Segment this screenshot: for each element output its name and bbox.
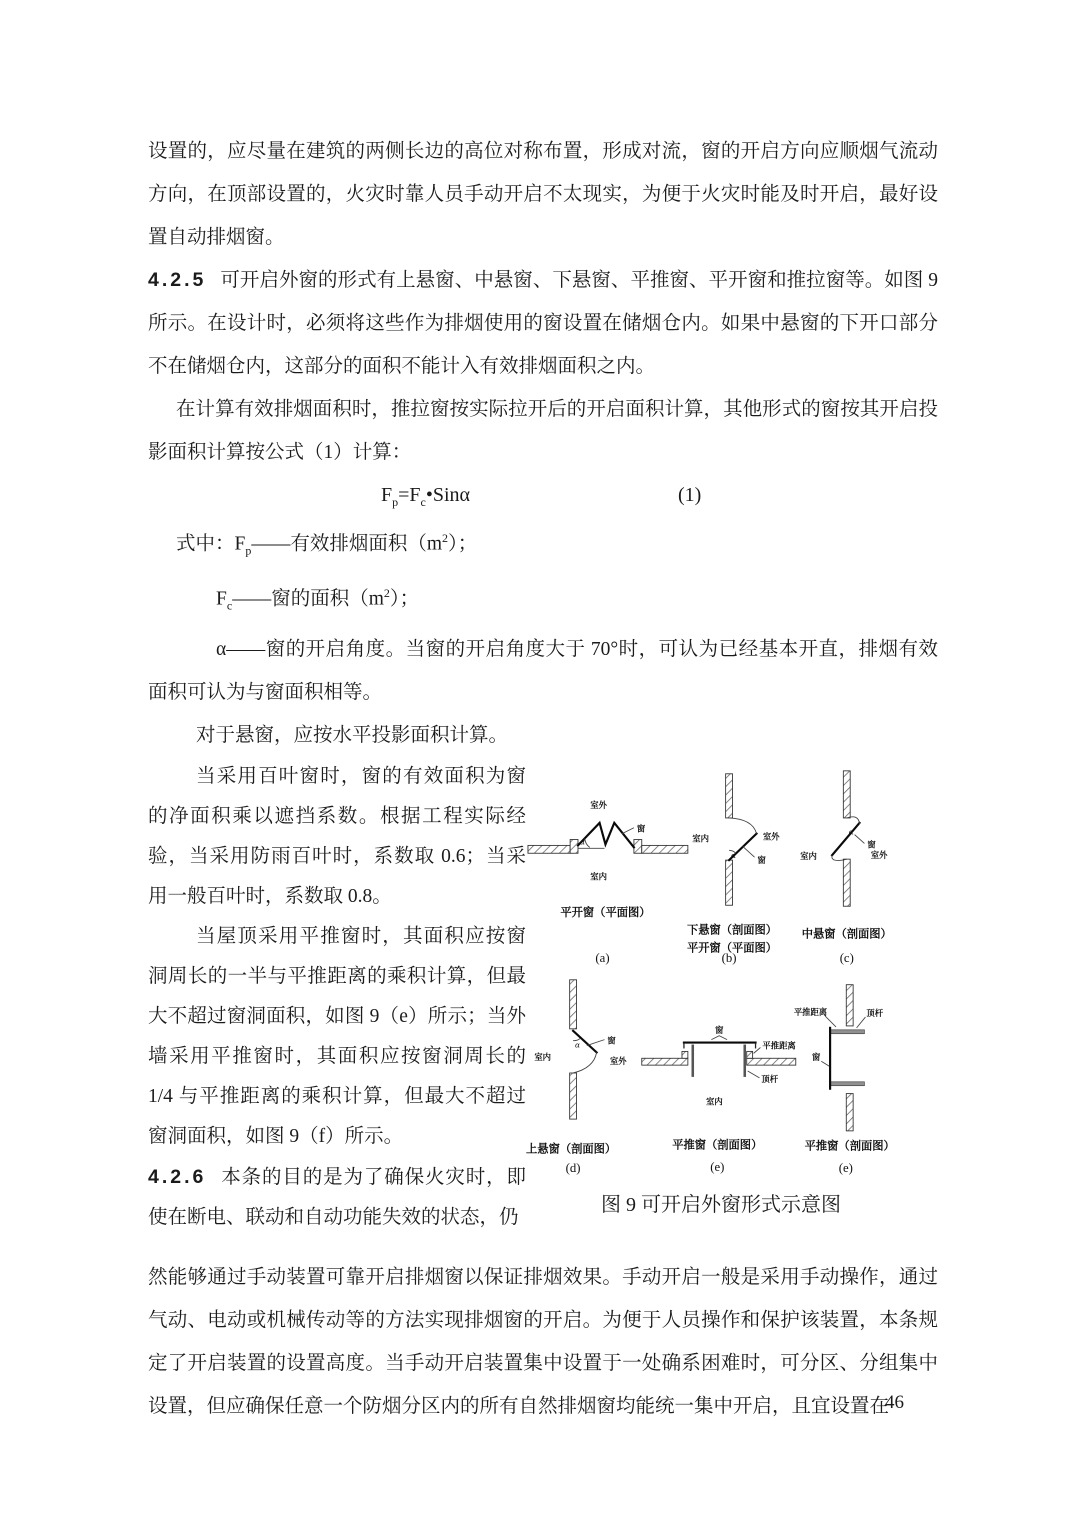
formula-sub-p: p [392, 495, 399, 509]
alpha-label: α [731, 850, 736, 860]
where-mid: ——有效排烟面积（m [251, 533, 443, 555]
subfigure-caption: 上悬窗（剖面图） [526, 1143, 617, 1156]
subfigure-label: (b) [721, 950, 737, 965]
paragraph-calculation: 在计算有效排烟面积时，推拉窗按实际拉开后的开启面积计算，其他形式的窗按其开启投影面积计算按公式（1）计算： [148, 399, 938, 463]
push-distance-label: 平推距离 [762, 1040, 796, 1051]
subfigure-caption: 平开窗（平面图） [560, 906, 651, 919]
window-label: 窗 [811, 1052, 821, 1063]
subfigure-label: (e) [838, 1160, 853, 1175]
inside-label: 室内 [692, 833, 709, 844]
where-pre: 式中：F [176, 533, 246, 555]
outside-label: 室外 [870, 849, 888, 860]
formula-f: F [381, 484, 393, 506]
inside-label: 室内 [800, 850, 817, 861]
formula-eq-f: =F [398, 484, 421, 506]
formula-sub-c: c [420, 495, 426, 509]
paragraph-continuation: 设置的，应尽量在建筑的两侧长边的高位对称布置，形成对流，窗的开启方向应顺烟气流动方向，在顶部设置的，火灾时靠人员手动开启不太现实，为便于火灾时能及时开启，最好设置自动排烟窗。 [148, 141, 938, 248]
window-label: 窗 [715, 1024, 724, 1035]
subfigure-caption: 中悬窗（剖面图） [801, 928, 892, 941]
equation-number: (1) [678, 484, 702, 506]
subfigure-caption: 平推窗（剖面图） [672, 1139, 763, 1152]
where-end: ）； [389, 588, 420, 610]
outside-label: 室外 [609, 1055, 627, 1066]
subfigure-label: (d) [565, 1160, 581, 1175]
window-label: 窗 [607, 1035, 616, 1046]
left-text-column [148, 757, 526, 1238]
formula-fp-fc-sina [381, 474, 470, 524]
subfigure-caption: 平推窗（剖面图） [804, 1140, 895, 1153]
diagram-b-bottom-hung-section [687, 774, 780, 965]
outside-label: 室外 [762, 831, 780, 842]
diagram-c-center-pivot-section [800, 771, 892, 965]
inside-label: 室内 [534, 1052, 552, 1063]
where-end: ）； [448, 533, 478, 555]
paragraph-bottom: 然能够通过手动装置可靠开启排烟窗以保证排烟效果。手动开启一般是采用手动操作，通过气动、电动或机械传动等的方法实现排烟窗的开启。为便于人员操作和保护该装置，本条规定了开启装置的设置高度。当手动开启装置集中设置于一处确系困难时，可分区、分组集中设置，但应确保任意一个防烟分区内的所有自然排烟窗均能统一集中开启，且宜设置在 [148, 1266, 938, 1417]
where-pre: F [216, 588, 227, 610]
subfigure-caption: 平开窗（平面图） [686, 942, 778, 955]
paragraph-push-window: 当屋顶采用平推窗时，其面积应按窗洞周长的一半与平推距离的乘积计算，但最大不超过窗洞面积，如图 9（e）所示；当外墙采用平推窗时，其面积应按窗洞周长的 1/4 与平推距离的乘积计算，但最大不超过窗洞面积，如图 9（f）所示。 [148, 925, 526, 1147]
where-sub: c [226, 598, 233, 613]
where-line-fp [148, 517, 938, 572]
window-label: 窗 [636, 823, 646, 834]
where-line-alpha: α——窗的开启角度。当窗的开启角度大于 70°时，可认为已经基本开直，排烟有效面积可认为与窗面积相等。 [148, 638, 938, 703]
window-label: 窗 [757, 854, 766, 865]
figure-caption: 图 9 可开启外窗形式示意图 [601, 1193, 841, 1216]
two-column-section [148, 757, 938, 1238]
page-number: 46 [885, 1392, 904, 1413]
section-number: 4.2.6 [148, 1165, 207, 1188]
where-sup: 2 [442, 531, 449, 545]
window-label: 窗 [867, 839, 876, 850]
paragraph-hanging-window: 对于悬窗，应按水平投影面积计算。 [196, 724, 509, 746]
where-sub: p [245, 543, 252, 558]
subfigure-label: (a) [595, 950, 610, 965]
section-4-2-6 [148, 1157, 526, 1238]
formula-sina: •Sinα [425, 484, 471, 506]
diagram-d-top-hung-section [526, 980, 627, 1175]
alpha-label: α [575, 1040, 581, 1050]
formula-row [148, 474, 938, 517]
inside-label: 室内 [590, 871, 607, 882]
figure-9 [526, 757, 938, 1217]
diagram-f-parallel-push-wall-section [794, 984, 895, 1174]
push-rod-label: 顶杆 [866, 1007, 884, 1018]
section-text: 可开启外窗的形式有上悬窗、中悬窗、下悬窗、平推窗、平开窗和推拉窗等。如图 9 所示。在设计时，必须将这些作为排烟使用的窗设置在储烟仓内。如果中悬窗的下开口部分不在储烟仓内，这部分的面积不能计入有效排烟面积之内。 [148, 270, 938, 377]
where-line-fc [148, 572, 938, 627]
section-text: 本条的目的是为了确保火灾时，即使在断电、联动和自动功能失效的状态，仍 [148, 1166, 526, 1228]
diagram-a-casement-plan [528, 800, 688, 965]
where-sup: 2 [383, 586, 390, 601]
subfigure-label: (c) [839, 950, 854, 965]
inside-label: 室内 [706, 1096, 723, 1107]
outside-label: 室外 [590, 799, 607, 810]
subfigure-caption: 下悬窗（剖面图） [686, 924, 778, 937]
push-rod-label: 顶杆 [761, 1073, 779, 1084]
page-content [148, 130, 938, 1428]
diagram-e-parallel-push-roof-section [642, 1025, 797, 1174]
subfigure-label: (e) [710, 1159, 725, 1174]
figure-9-drawing [526, 757, 938, 1182]
alpha-label: α [579, 837, 585, 847]
push-distance-label: 平推距离 [793, 1006, 828, 1017]
where-mid: ——窗的面积（m [232, 588, 384, 610]
alpha-label: α [848, 827, 854, 837]
paragraph-louver: 当采用百叶窗时，窗的有效面积为窗的净面积乘以遮挡系数。根据工程实际经验，当采用防雨百叶时，系数取 0.6；当采用一般百叶时，系数取 0.8。 [148, 765, 526, 907]
section-number: 4.2.5 [148, 269, 207, 291]
section-4-2-5 [148, 259, 938, 388]
